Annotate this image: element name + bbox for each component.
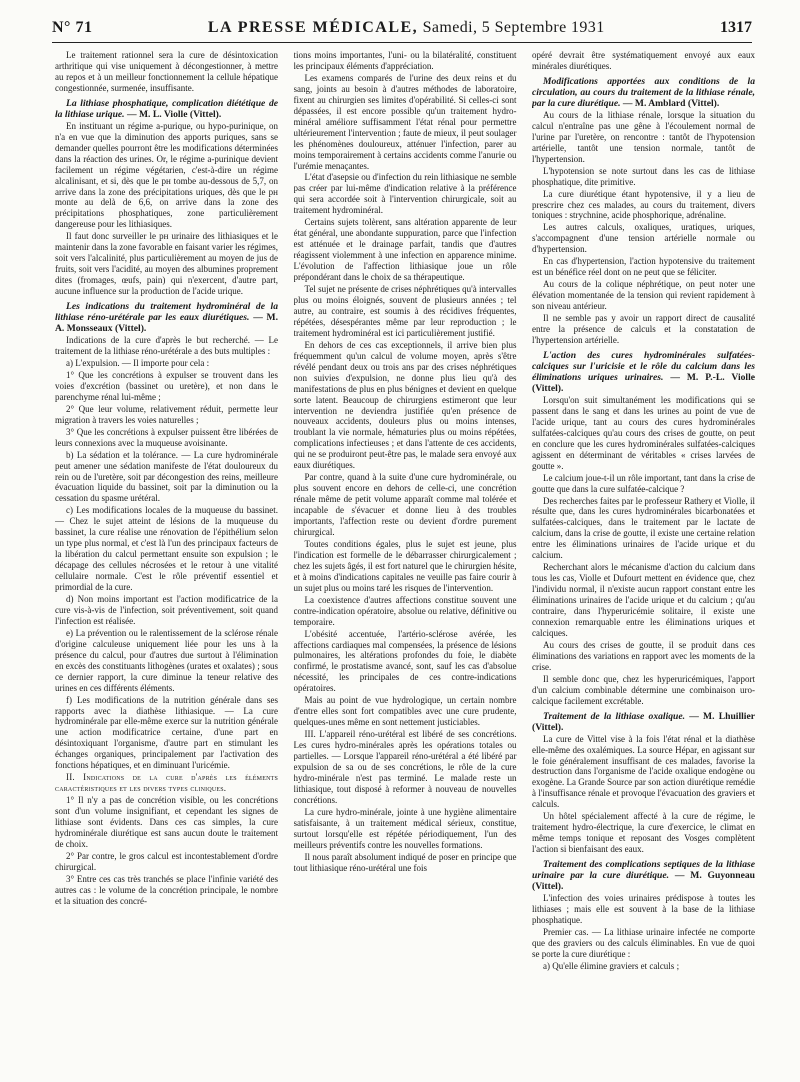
section-author: — M. L. Violle (Vittel). bbox=[126, 108, 222, 120]
paragraph: Au cours de la lithiase rénale, lorsque la situation du calcul n'entraîne pas une gêne à l'écoulement normal de l'urine par l'uretère, on rencontre : tantôt de l'hypotension artérielle, tantôt une tension normale, tantôt de l'hypertension. bbox=[532, 109, 755, 164]
paragraph: 2° Que leur volume, relativement réduit, permette leur migration à travers les voies naturelles ; bbox=[55, 403, 278, 425]
issue-date: Samedi, 5 Septembre 1931 bbox=[422, 19, 605, 36]
paragraph: En instituant un régime a-purique, ou hypo-purinique, on n'a en vue que la diminution des apports puriques, sans se demander quelles pourront être les modifications déterminées dans la réaction des urines. Or, le régime a-purinique devient facilement un régime végétarien, c'est-à-dire un régime alcalinisant, et si, dès que le pн tombe au-dessous de 5,7, on arrive dans la zone des précipitations uriques, dès que le pн monte au delà de 6,6, on arrive dans la zone des précipitations phosphatiques, zone particulièrement dangereuse pour les lithiasiques. bbox=[55, 120, 278, 230]
paragraph: Le calcium joue-t-il un rôle important, tant dans la crise de goutte que dans la cure sulfatée-calcique ? bbox=[532, 472, 755, 494]
paragraph: Par contre, quand à la suite d'une cure hydrominérale, ou plus souvent encore en dehors de celle-ci, une concrétion rénale même de petit volume apparaît comme mal tolérée et incapable de s'évacuer et donne lieu à des troubles importants, l'affection reste ou devient d'ordre purement chirurgical. bbox=[293, 472, 517, 537]
column-3 bbox=[532, 50, 755, 1078]
paragraph: Le traitement rationnel sera la cure de désintoxication arthritique qui vise uniquement à décongestionner, à mettre au repos et à un meilleur fonctionnement la cellule hépatique congestionnée, surmenée, insuffisante. bbox=[55, 50, 278, 93]
paragraph: Tel sujet ne présente de crises néphrétiques qu'à intervalles plus ou moins éloignés, souvent de plusieurs années ; tel autre, au contraire, est soumis à des récidives fréquentes, répétées, désespérantes même par leur reproduction ; le traitement hydrominéral est ici particulièrement justifié. bbox=[293, 284, 517, 338]
section-title bbox=[532, 711, 755, 733]
section-title bbox=[55, 98, 278, 120]
section-author: — M. Lhuillier (Vittel). bbox=[532, 710, 755, 733]
issue-number: N° 71 bbox=[52, 19, 93, 36]
section-author: — M. Guyonneau (Vittel). bbox=[532, 870, 755, 893]
paragraph: En dehors de ces cas exceptionnels, il arrive bien plus fréquemment qu'un calcul de volume moyen, après s'être révélé pendant deux ou trois ans par des crises néphrétiques non suivies d'expulsion, ne donne plus lieu qu'à des manifestations de plus en plus bénignes et devient en quelque sorte latent. Beaucoup de chirurgiens estimeront que leur intervention ne deviendra justifiée qu'en présence de nouveaux accidents, douleurs plus ou moins intenses, troublant la vie normale, hématuries plus ou moins répétées, complications infectieuses ; et dans l'attente de ces accidents, qui ne se produiront peut-être pas, le malade sera envoyé aux eaux diurétiques. bbox=[293, 339, 517, 471]
paragraph: Il faut donc surveiller le pн urinaire des lithiasiques et le maintenir dans la zone favorable en faisant varier les régimes, soit vers l'alcalinité, plus particulièrement au moyen de jus de fruits, soit vers l'acidité, au moyen des albumines proprement dites (fromages, œufs, pain) qui n'exercent, d'autre part, aucune influence sur la production de l'acide urique. bbox=[55, 231, 278, 297]
paragraph: La cure de Vittel vise à la fois l'état rénal et la diathèse elle-même des oxalémiques. La source Hépar, en agissant sur le foie généralement insuffisant de ces malades, favorise la destruction dans l'organisme de l'acide oxalique endogène ou exogène. La Grande Source par son action diurétique remédie à l'insuffisance rénale et provoque l'évacuation des graviers et calculs. bbox=[532, 733, 755, 810]
paragraph: opéré devrait être systématiquement envoyé aux eaux minérales diurétiques. bbox=[532, 50, 755, 71]
paragraph: Mais au point de vue hydrologique, un certain nombre d'entre elles sont fort compatibles avec une cure prudente, quelques-unes même en sont nettement justiciables. bbox=[293, 695, 517, 728]
journal-name: LA PRESSE MÉDICALE, bbox=[207, 19, 419, 36]
paragraph: 1° Il n'y a pas de concrétion visible, ou les concrétions sont d'un volume insignifiant, et cependant les signes de lithiase sont évidents. Dans ces cas simples, la cure hydrominérale diurétique est sans aucun doute le traitement de choix. bbox=[55, 795, 278, 849]
section-title bbox=[532, 76, 755, 109]
paragraph: Il nous paraît absolument indiqué de poser en principe que tout lithiasique réno-urétéral une fois bbox=[293, 851, 517, 873]
paragraph: 3° Que les concrétions à expulser puissent être libérées de leurs connexions avec la muqueuse avoisinante. bbox=[55, 426, 278, 448]
paragraph: Il ne semble pas y avoir un rapport direct de causalité entre la présence de calculs et la constatation de l'hypertension artérielle. bbox=[532, 313, 755, 345]
paragraph: III. L'appareil réno-urétéral est libéré de ses concrétions. Les cures hydro-minérales après les opérations totales ou partielles. — Lorsque l'appareil réno-urétéral a été libéré par expulsion de sa ou de ses concrétions, le rôle de la cure hydro-minérale n'est pas terminé. Le malade reste un lithiasique, tout disposé à reformer à nouveau de nouvelles concrétions. bbox=[293, 729, 517, 805]
paragraph: L'état d'asepsie ou d'infection du rein lithiasique ne semble pas créer par lui-même d'indication relative à la préférence qui sera accordée soit à l'intervention chirurgicale, soit au traitement hydrominéral. bbox=[293, 172, 517, 216]
paragraph: Au cours des crises de goutte, il se produit dans ces éliminations des variations en rapport avec les moments de la crise. bbox=[532, 639, 755, 672]
section-title-text: Traitement des complications septiques de la lithiase urinaire par la cure diurétique. bbox=[532, 859, 755, 882]
paragraph: a) L'expulsion. — Il importe pour cela : bbox=[66, 357, 210, 368]
section-author: — M. P.-L. Violle (Vittel). bbox=[532, 371, 755, 394]
page-header bbox=[52, 14, 752, 43]
paragraph: Les examens comparés de l'urine des deux reins et du sang, joints au besoin à d'autres méthodes de laboratoire, fixent au chirurgien ses limites d'opérabilité. Si celles-ci sont dépassées, il est encore possible qu'un traitement hydro-minéral améliore suffisamment l'état rénal pour permettre ultérieurement l'intervention ; faute de mieux, il peut soulager les phénomènes douloureux, atténuer l'infection, parer au moins temporairement à certains accidents comme l'anurie ou l'urémie menaçantes. bbox=[293, 72, 517, 171]
paragraph: L'infection des voies urinaires prédispose à toutes les lithiases ; mais elle est souvent à la base de la lithiase phosphatique. bbox=[532, 893, 755, 925]
column-2 bbox=[294, 50, 517, 1078]
section-title-text: Traitement de la lithiase oxalique. bbox=[543, 710, 686, 722]
article-columns bbox=[55, 50, 755, 1078]
paragraph: En cas d'hypertension, l'action hypotensive du traitement est un bénéfice réel dont on ne peut que se féliciter. bbox=[532, 256, 755, 278]
paragraph: Recherchant alors le mécanisme d'action du calcium dans tous les cas, Violle et Dufourt mettent en évidence que, chez l'individu normal, il n'existe aucun rapport constant entre les éliminations urinaires de l'acide urique et du calcium ; qu'au contraire, dans l'hyperuricémie solitaire, il existe une connexion remarquable entre les éliminations uriques et calciques. bbox=[532, 562, 755, 638]
paragraph: tions moins importantes, l'uni- ou la bilatéralité, constituent les principaux éléments d'appréciation. bbox=[293, 50, 517, 71]
paragraph: 3° Entre ces cas très tranchés se place l'infinie variété des autres cas : le volume de la concrétion principale, le nombre et la situation des concré- bbox=[55, 873, 278, 906]
paragraph: d) Non moins important est l'action modificatrice de la cure vis-à-vis de l'infection, soit préventivement, soit quand l'infection est réalisée. bbox=[55, 593, 278, 626]
paragraph: L'obésité accentuée, l'artério-sclérose avérée, les affections cardiaques mal compensées, la présence de lésions pulmonaires, les altérations profondes du foie, le diabète confirmé, le prostatisme avancé, sont, sauf les cas d'absolue nécessité, les principales de ces contre-indications opératoires. bbox=[293, 628, 517, 694]
paragraph: b) La sédation et la tolérance. — La cure hydrominérale peut amener une sédation manifeste de l'état douloureux du rein ou de l'uretère, soit par décongestion des reins, meilleure évacuation liquide du bassinet, soit par la diminution ou la cessation du spasme urétéral. bbox=[55, 449, 278, 504]
paragraph: f) Les modifications de la nutrition générale dans ses rapports avec la diathèse lithiasique. — La cure hydrominérale par elle-même exerce sur la nutrition générale une action modificatrice certaine, d'une part en désintoxiquant l'organisme, d'autre part en stimulant les échanges organiques, principalement par l'activation des fonctions hépatiques, et en diminuant l'uricémie. bbox=[55, 694, 278, 771]
masthead bbox=[208, 19, 605, 37]
paragraph: Au cours de la colique néphrétique, on peut noter une élévation momentanée de la tension qui revient rapidement à son niveau antérieur. bbox=[532, 279, 755, 312]
column-1 bbox=[55, 50, 278, 1078]
paragraph: Les autres calculs, oxaliques, uratiques, uriques, s'accompagnent d'une tension artérielle normale ou d'hypertension. bbox=[532, 222, 755, 255]
paragraph: Certains sujets tolèrent, sans altération apparente de leur état général, une abondante suppuration, parce que l'infection est atténuée et le drainage parfait, tandis que d'autres réagissent violemment à une infection en apparence minime. L'évolution de l'affection lithiasique joue un rôle prépondérant dans le choix de sa thérapeutique. bbox=[293, 217, 517, 283]
section-title bbox=[532, 350, 755, 394]
section-author: — M. A. Monsseaux (Vittel). bbox=[55, 312, 278, 335]
paragraph: 1° Que les concrétions à expulser se trouvent dans les voies d'excrétion (bassinet ou uretère), et non dans le parenchyme rénal lui-même ; bbox=[55, 369, 278, 402]
section-title-text: La lithiase phosphatique, complication diététique de la lithiase urique. bbox=[55, 97, 278, 120]
section-title-text: Les indications du traitement hydrominéral de la lithiase réno-urétérale par les eaux diurétiques. bbox=[55, 301, 278, 324]
paragraph: Lorsqu'on suit simultanément les modifications qui se passent dans le sang et dans les urines au point de vue de l'acide urique, tant au cours des cures hydrominérales sulfatées-calciques qu'au cours des crises de goutte, on peut en conclure que les cures hydrominérales sulfatées-calciques agissent en déterminant de véritables « crises larvées de goutte ». bbox=[532, 394, 755, 471]
paragraph: a) Qu'elle élimine graviers et calculs ; bbox=[543, 960, 680, 971]
paragraph: Des recherches faites par le professeur Rathery et Violle, il résulte que, dans les cures hydrominérales bicarbonatées et sulfatées-calciques, dans le traitement par le lactate de calcium, dans la crise de goutte, il existe une certaine relation entre les éliminations urinaires de l'acide urique et du calcium. bbox=[532, 495, 755, 561]
paragraph: Indications de la cure d'après le but recherché. — Le traitement de la lithiase réno-urétérale a des buts multiples : bbox=[55, 335, 278, 357]
paragraph: Toutes conditions égales, plus le sujet est jeune, plus l'indication est formelle de le débarrasser chirurgicalement ; chez les sujets âgés, il est fort naturel que le chirurgien hésite, et à moins d'indications capitales ne veuille pas faire courir à un sujet plus ou moins taré les risques de l'intervention. bbox=[293, 538, 517, 593]
paragraph: La cure hydro-minérale, jointe à une hygiène alimentaire satisfaisante, à un traitement médical sérieux, constitue, surtout lorsqu'elle est répétée périodiquement, l'un des meilleurs préventifs contre les nouvelles formations. bbox=[293, 806, 517, 850]
paragraph: Il semble donc que, chez les hyperuricémiques, l'apport d'un calcium combinable détermine une combinaison uro-calcique facilement excrétable. bbox=[532, 673, 755, 706]
paragraph: La cure diurétique étant hypotensive, il y a lieu de prescrire chez ces malades, au cours du traitement, divers toniques : strychnine, acide phosphorique, adrénaline. bbox=[532, 188, 755, 221]
paragraph: c) Les modifications locales de la muqueuse du bassinet. — Chez le sujet atteint de lésions de la muqueuse du bassinet, la cure réalise une rénovation de l'épithélium selon un type plus normal, et c'est là l'un des principaux facteurs de la libération du calcul permettant ensuite son expulsion ; le décapage des cellules nécrosées et le retour à une vitalité cellulaire normale. C'est le rôle préventif essentiel et primordial de la cure. bbox=[55, 505, 278, 593]
paragraph: 2° Par contre, le gros calcul est incontestablement d'ordre chirurgical. bbox=[55, 850, 278, 872]
subsection-heading: II. Indications de la cure d'après les éléments caractéristiques et les divers types cliniques. bbox=[55, 772, 278, 794]
paragraph: e) La prévention ou le ralentissement de la sclérose rénale d'origine calculeuse uniquement liée pour les uns à la présence du calcul, pour d'autres due surtout à l'élimination en excès des constituants lithogènes (urates et oxalates) ; sous ce dernier rapport, la cure diminue la teneur relative des urines en ces différents éléments. bbox=[55, 627, 278, 693]
page-number: 1317 bbox=[719, 19, 752, 36]
section-title bbox=[55, 301, 278, 334]
paragraph: L'hypotension se note surtout dans les cas de lithiase phosphatique, dite primitive. bbox=[532, 165, 755, 187]
paragraph: Premier cas. — La lithiase urinaire infectée ne comporte que des graviers ou des calculs éliminables. En vue de quoi se porte la cure diurétique : bbox=[532, 926, 755, 959]
paragraph: La coexistence d'autres affections constitue souvent une contre-indication opératoire, absolue ou relative, définitive ou temporaire. bbox=[293, 594, 517, 627]
section-title bbox=[532, 859, 755, 892]
section-title-text: Modifications apportées aux conditions de la circulation, au cours du traitement de la lithiase rénale, par la cure diurétique. bbox=[532, 75, 755, 109]
paragraph: Un hôtel spécialement affecté à la cure de régime, le traitement hydro-électrique, la cure d'exercice, le climat en même temps tonique et reposant des Vosges complètent l'action si bienfaisant des eaux. bbox=[532, 811, 755, 855]
section-title-text: L'action des cures hydrominérales sulfatées-calciques sur l'uricisie et le rôle du calcium dans les éliminations uriques urinaires. bbox=[532, 349, 755, 383]
section-author: — M. Amblard (Vittel). bbox=[622, 97, 720, 109]
